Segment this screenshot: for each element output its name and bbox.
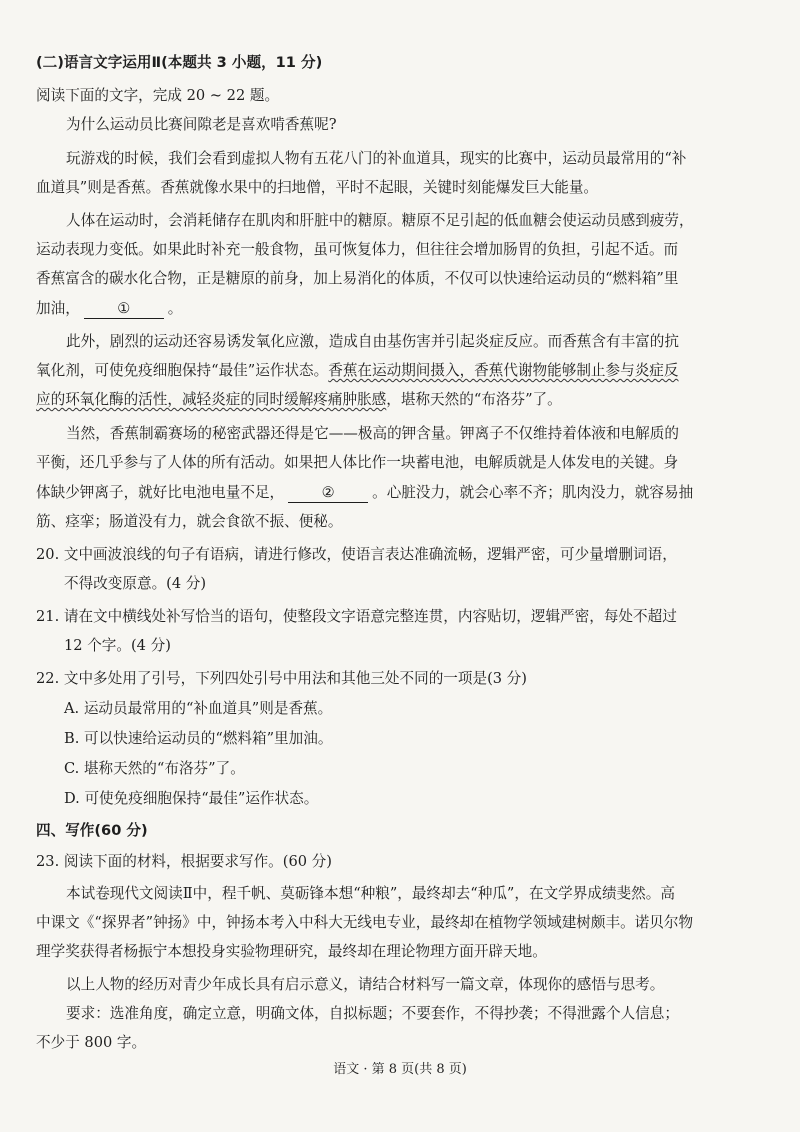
paragraph-2-line: 人体在运动时，会消耗储存在肌肉和肝脏中的糖原。糖原不足引起的低血糖会使运动员感到疲劳， [66,212,694,229]
question-21-cont: 12 个字。(4 分) [64,637,171,654]
wavy-underlined-sentence: 应的环氧化酶的活性，减轻炎症的同时缓解疼痛肿胀感 [36,391,387,408]
question-21: 21. 请在文中横线处补写恰当的语句，使整段文字语意完整连贯，内容贴切，逻辑严密，每处不超过 [36,608,677,625]
instruction: 阅读下面的文字，完成 20 ~ 22 题。 [36,87,280,104]
paragraph-4-text: 体缺少钾离子，就好比电池电量不足， [36,484,285,501]
blank-2: ② [288,484,368,503]
question-20: 20. 文中画波浪线的句子有语病，请进行修改，使语言表达准确流畅，逻辑严密，可少量增删词语， [36,546,677,563]
option-d: D. 可使免疫细胞保持“最佳”运作状态。 [64,790,319,807]
paragraph-3-line [36,389,562,411]
section-2-header: (二)语言文字运用Ⅱ(本题共 3 小题，11 分) [36,54,323,71]
paragraph-3-line: 此外，剧烈的运动还容易诱发氧化应激，造成自由基伤害并引起炎症反应。而香蕉含有丰富的抗 [66,333,679,350]
paragraph-3-text: 氧化剂，可使免疫细胞保持“最佳”运作状态。 [36,362,329,379]
paragraph-1-line: 血道具”则是香蕉。香蕉就像水果中的扫地僧，平时不起眼，关键时刻能爆发巨大能量。 [36,179,599,196]
option-c: C. 堪称天然的“布洛芬”了。 [64,760,245,777]
paragraph-4-line: 当然，香蕉制霸赛场的秘密武器还得是它——极高的钾含量。钾离子不仅维持着体液和电解质的 [66,425,679,442]
question-23: 23. 阅读下面的材料，根据要求写作。(60 分) [36,853,332,870]
paragraph-2-line: 运动表现力变低。如果此时补充一般食物，虽可恢复体力，但往往会增加肠胃的负担，引起不适。而 [36,241,679,258]
wavy-underlined-sentence: 香蕉在运动期间摄入，香蕉代谢物能够制止参与炎症反 [328,362,679,379]
paragraph-1-line: 玩游戏的时候，我们会看到虚拟人物有五花八门的补血道具，现实的比赛中，运动员最常用的“补 [66,150,687,167]
paragraph-2-text: 加油， [36,300,80,317]
requirements-line: 不少于 800 字。 [36,1034,147,1051]
material-line: 本试卷现代文阅读Ⅱ中，程千帆、莫砺锋本想“种粮”，最终却去“种瓜”，在文学界成绩斐然。高 [66,885,675,902]
paragraph-3-text: ，堪称天然的“布洛芬”了。 [386,391,562,408]
paragraph-4-line: 筋、痉挛；肠道没有力，就会食欲不振、便秘。 [36,513,343,530]
paragraph-2-line [36,298,182,320]
paragraph-4-line [36,482,693,504]
paragraph-3-line [36,360,678,382]
paragraph-4-line: 平衡，还几乎参与了人体的所有活动。如果把人体比作一块蓄电池，电解质就是人体发电的关键。身 [36,454,679,471]
material-line: 理学奖获得者杨振宁本想投身实验物理研究，最终却在理论物理方面开辟天地。 [36,943,547,960]
page-footer: 语文 · 第 8 页(共 8 页) [333,1062,467,1077]
passage-title: 为什么运动员比赛间隙老是喜欢啃香蕉呢? [66,116,337,133]
paragraph-4-text: 。心脏没力，就会心率不齐；肌肉没力，就容易抽 [372,484,694,501]
blank-1: ① [84,300,164,319]
question-22: 22. 文中多处用了引号，下列四处引号中用法和其他三处不同的一项是(3 分) [36,670,527,687]
option-a: A. 运动员最常用的“补血道具”则是香蕉。 [64,700,333,717]
paragraph-2-end: 。 [167,300,183,317]
material-line: 以上人物的经历对青少年成长具有启示意义，请结合材料写一篇文章，体现你的感悟与思考。 [66,976,665,993]
question-20-cont: 不得改变原意。(4 分) [64,575,207,592]
requirements-line: 要求：选准角度，确定立意，明确文体，自拟标题；不要套作，不得抄袭；不得泄露个人信息； [66,1005,679,1022]
paragraph-2-line: 香蕉富含的碳水化合物，正是糖原的前身，加上易消化的体质，不仅可以快速给运动员的“燃料箱”里 [36,270,679,287]
section-4-header: 四、写作(60 分) [36,822,148,839]
material-line: 中课文《“探界者”钟扬》中，钟扬本考入中科大无线电专业，最终却在植物学领域建树颇丰。诺贝尔物 [36,914,694,931]
option-b: B. 可以快速给运动员的“燃料箱”里加油。 [64,730,333,747]
